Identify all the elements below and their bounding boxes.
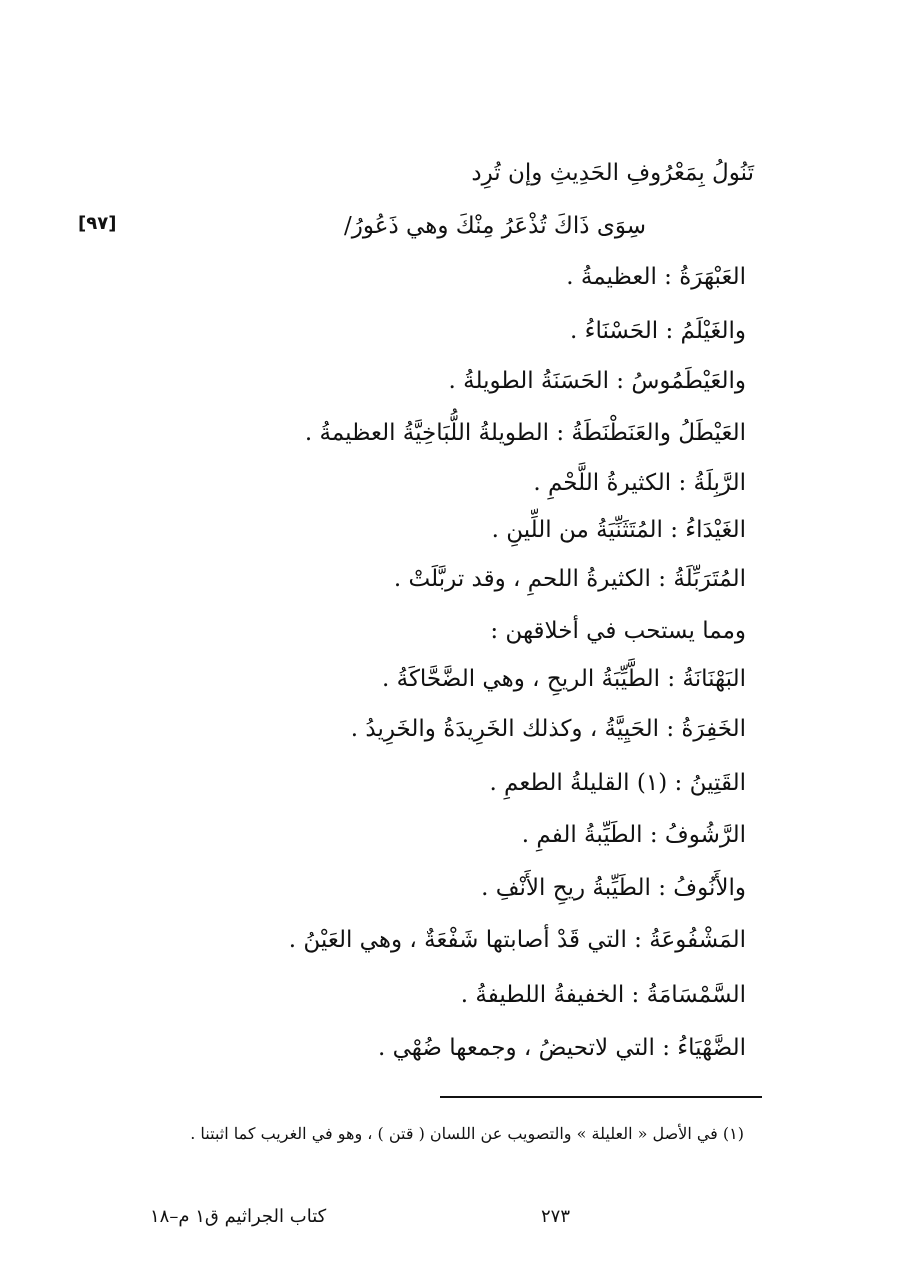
poem-verse-second: سِوَى ذَاكَ تُذْعَرُ مِنْكَ وهي ذَعُورُ/ [344,213,646,239]
book-reference: كتاب الجراثيم ق١ م–١٨ [150,1206,327,1227]
entry-line: الغَيْدَاءُ : المُتَثَنِّيَةُ من اللِّينِ . [491,517,746,543]
entry-line: الرَّبِلَةُ : الكثيرةُ اللَّحْمِ . [533,470,746,496]
entry-line: والغَيْلَمُ : الحَسْنَاءُ . [570,318,746,344]
footnote-divider [440,1096,762,1098]
entry-line: القَتِينُ : (١) القليلةُ الطعمِ . [489,770,746,796]
poem-verse-first: تَنُولُ بِمَعْرُوفِ الحَدِيثِ وإن تُرِد [471,160,754,186]
entry-line: العَيْطَلُ والعَنَطْنَطَةُ : الطويلةُ اللُّبَاخِيَّةُ العظيمةُ . [304,420,746,446]
page-number: ٢٧٣ [540,1206,570,1227]
entry-line: والعَيْطَمُوسُ : الحَسَنَةُ الطويلةُ . [448,368,746,394]
footnote: (١) في الأصل « العليلة » والتصويب عن اللسان ( قتن ) ، وهو في الغريب كما اثبتنا . [190,1124,744,1143]
original-page-marker: [٩٧] [78,213,117,234]
entry-line: الخَفِرَةُ : الحَيِيَّةُ ، وكذلك الخَرِيدَةُ والخَرِيدُ . [350,716,746,742]
entry-line: المُتَرَبِّلَةُ : الكثيرةُ اللحمِ ، وقد تربَّلَتْ . [393,566,746,592]
section-intro-line: ومما يستحب في أخلاقهن : [490,618,746,644]
entry-line: العَبْهَرَةُ : العظيمةُ . [566,264,746,290]
entry-line: والأَنُوفُ : الطَيِّبةُ ريحِ الأَنْفِ . [481,875,746,901]
entry-line: البَهْنَانَةُ : الطَّيِّبَةُ الريحِ ، وهي الضَّحَّاكَةُ . [382,666,746,692]
entry-line: الضَّهْيَاءُ : التي لاتحيضُ ، وجمعها ضُهْي . [378,1035,746,1061]
entry-line: الرَّشُوفُ : الطَيِّبةُ الفمِ . [521,822,746,848]
entry-line: السَّمْسَامَةُ : الخفيفةُ اللطيفةُ . [460,982,746,1008]
entry-line: المَشْفُوعَةُ : التي قَدْ أصابتها شَفْعَةٌ ، وهي العَيْنُ . [288,927,746,953]
